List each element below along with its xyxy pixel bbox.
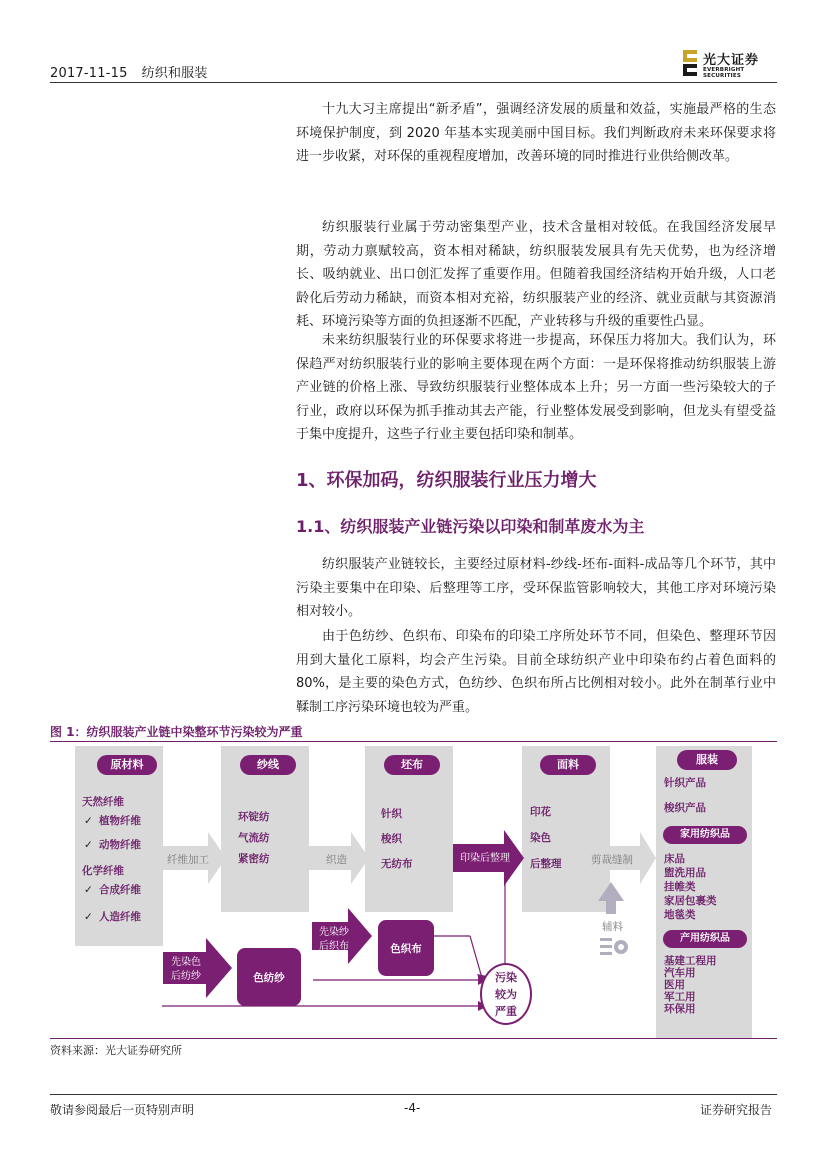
yarn-item: 紧密纺 (238, 853, 270, 865)
home-item: 地毯类 (664, 909, 696, 921)
paragraph-2: 纺织服装行业属于劳动密集型产业，技术含量相对较低。在我国经济发展早期，劳动力禀赋较高，资本相对稀缺，纺织服装发展具有先天优势，也为经济增长、吸纳就业、出口创汇发挥了重要作用。但随着我国经济结构开始升级，人口老龄化后劳动力稀缺，而资本相对充裕，纺织服装产业的经济、就业贡献与其资源消耗、环境污染等方面的负担逐渐不匹配，产业转移与升级的重要性凸显。 (296, 220, 776, 329)
industrial-item: 环保用 (664, 1003, 696, 1015)
industrial-item: 医用 (664, 979, 685, 991)
report-date: 2017-11-15 (50, 66, 128, 81)
animal-fiber-label: 动物纤维 (99, 839, 141, 851)
color-spun-box: 色纺纱 (237, 948, 301, 1006)
section-heading-1-1: 1.1、纺织服装产业链污染以印染和制革废水为主 (296, 517, 645, 536)
logo-text-cn: 光大证券 (703, 53, 760, 68)
industry-label: 纺织和服装 (141, 66, 208, 81)
fabric-item: 后整理 (530, 858, 562, 870)
home-item: 家居包裹类 (664, 895, 717, 907)
synthetic-fiber-label: 合成纤维 (99, 884, 141, 896)
figure-title: 图 1：纺织服装产业链中染整环节污染较为严重 (50, 725, 303, 739)
figure-bottom-rule (50, 1038, 777, 1039)
footer-disclaimer: 敬请参阅最后一页特别声明 (50, 1103, 195, 1117)
stage-fabric: 面料 (540, 755, 596, 775)
footer-divider (50, 1094, 777, 1095)
header-meta (50, 62, 208, 81)
fiber-dyed-first-label (166, 956, 206, 984)
check-icon: ✓ (84, 884, 93, 896)
fiber-dyed-first-line1: 先染色 (171, 957, 201, 968)
process-dye-finish-label: 印染后整理 (460, 853, 510, 864)
industrial-item: 基建工程用 (664, 955, 717, 967)
cloth-item: 针织 (381, 808, 402, 820)
industrial-item: 汽车用 (664, 967, 696, 979)
yarn-item: 气流纺 (238, 832, 270, 844)
stage-garment: 服装 (677, 750, 737, 770)
gear-icon (600, 938, 628, 955)
aux-up-arrow (598, 882, 624, 914)
figure-source: 资料来源：光大证券研究所 (50, 1044, 182, 1057)
home-item: 盥洗用品 (664, 867, 706, 879)
natural-fiber-label: 天然纤维 (82, 796, 124, 808)
paragraph-3: 未来纺织服装行业的环保要求将进一步提高，环保压力将加大。我们认为，环保趋严对纺织服装行业的影响主要体现在两个方面：一是环保将推动纺织服装上游产业链的价格上涨、导致纺织服装行业整体成本上升；另一方面一些污染较大的子行业，政府以环保为抓手推动其去产能，行业整体发展受到影响，但龙头有望受益于集中度提升，这些子行业主要包括印染和制革。 (296, 333, 776, 442)
home-item: 挂帷类 (664, 881, 696, 893)
header-divider (50, 82, 777, 83)
logo-text-en: EVERBRIGHT SECURITIES (703, 67, 745, 79)
stage-grey-cloth: 坯布 (384, 755, 440, 775)
pollution-line3: 严重 (495, 1004, 517, 1018)
pollution-line1: 污染 (495, 970, 517, 984)
home-textiles-title: 家用纺织品 (663, 826, 747, 844)
pollution-line2: 较为 (495, 987, 517, 1001)
home-item: 床品 (664, 853, 685, 865)
chemical-fiber-label: 化学纤维 (82, 865, 124, 877)
garment-item: 针织产品 (664, 777, 706, 789)
stage-yarn: 纱线 (240, 755, 296, 775)
yarn-dyed-first-line2: 后织布 (319, 941, 349, 952)
figure-top-rule (50, 741, 777, 742)
garment-item: 梭织产品 (664, 802, 706, 814)
industrial-item: 军工用 (664, 991, 696, 1003)
fabric-item: 印花 (530, 806, 551, 818)
cloth-item: 无纺布 (381, 858, 413, 870)
process-cut-label: 剪裁缝制 (591, 854, 633, 866)
process-weave-label: 织造 (326, 854, 347, 866)
paragraph-1: 十九大习主席提出“新矛盾”，强调经济发展的质量和效益，实施最严格的生态环境保护制度，到 2020 年基本实现美丽中国目标。我们判断政府未来环保要求将进一步收紧，对环保的重视程度增加，改善环境的同时推进行业供给侧改革。 (296, 102, 776, 164)
check-icon: ✓ (84, 815, 93, 827)
logo-mark-icon (683, 50, 697, 76)
yarn-dyed-first-label (314, 926, 354, 954)
industrial-textiles-title: 产用纺织品 (663, 930, 747, 948)
artificial-fiber-label: 人造纤维 (99, 911, 141, 923)
stage-raw-materials: 原材料 (97, 755, 157, 775)
fabric-item: 染色 (530, 832, 551, 844)
check-icon: ✓ (84, 911, 93, 923)
paragraph-4: 纺织服装产业链较长，主要经过原材料-纱线-坯布-面料-成品等几个环节，其中污染主要集中在印染、后整理等工序，受环保监管影响较大，其他工序对环境污染相对较小。 (296, 557, 776, 619)
color-woven-box: 色织布 (378, 920, 434, 976)
aux-label: 辅料 (602, 921, 623, 933)
cloth-item: 梭织 (381, 833, 402, 845)
footer-report-type: 证券研究报告 (700, 1103, 773, 1117)
page-number: -4- (404, 1101, 421, 1115)
fiber-dyed-first-line2: 后纺纱 (171, 971, 201, 982)
brand-logo (683, 50, 778, 80)
check-icon: ✓ (84, 839, 93, 851)
plant-fiber-label: 植物纤维 (99, 815, 141, 827)
yarn-dyed-first-line1: 先染纱 (319, 927, 349, 938)
pollution-circle (480, 963, 532, 1025)
paragraph-5: 由于色纺纱、色织布、印染布的印染工序所处环节不同，但染色、整理环节因用到大量化工原料，均会产生污染。目前全球纺织产业中印染布约占着色面料的 80%，是主要的染色方式，色纺纱、色织布所占比例相对较小。此外在制革行业中鞣制工序污染环境也较为严重。 (296, 629, 776, 715)
yarn-item: 环锭纺 (238, 811, 270, 823)
process-fiber-label: 纤维加工 (167, 854, 209, 866)
section-heading-1: 1、环保加码，纺织服装行业压力增大 (296, 470, 597, 491)
